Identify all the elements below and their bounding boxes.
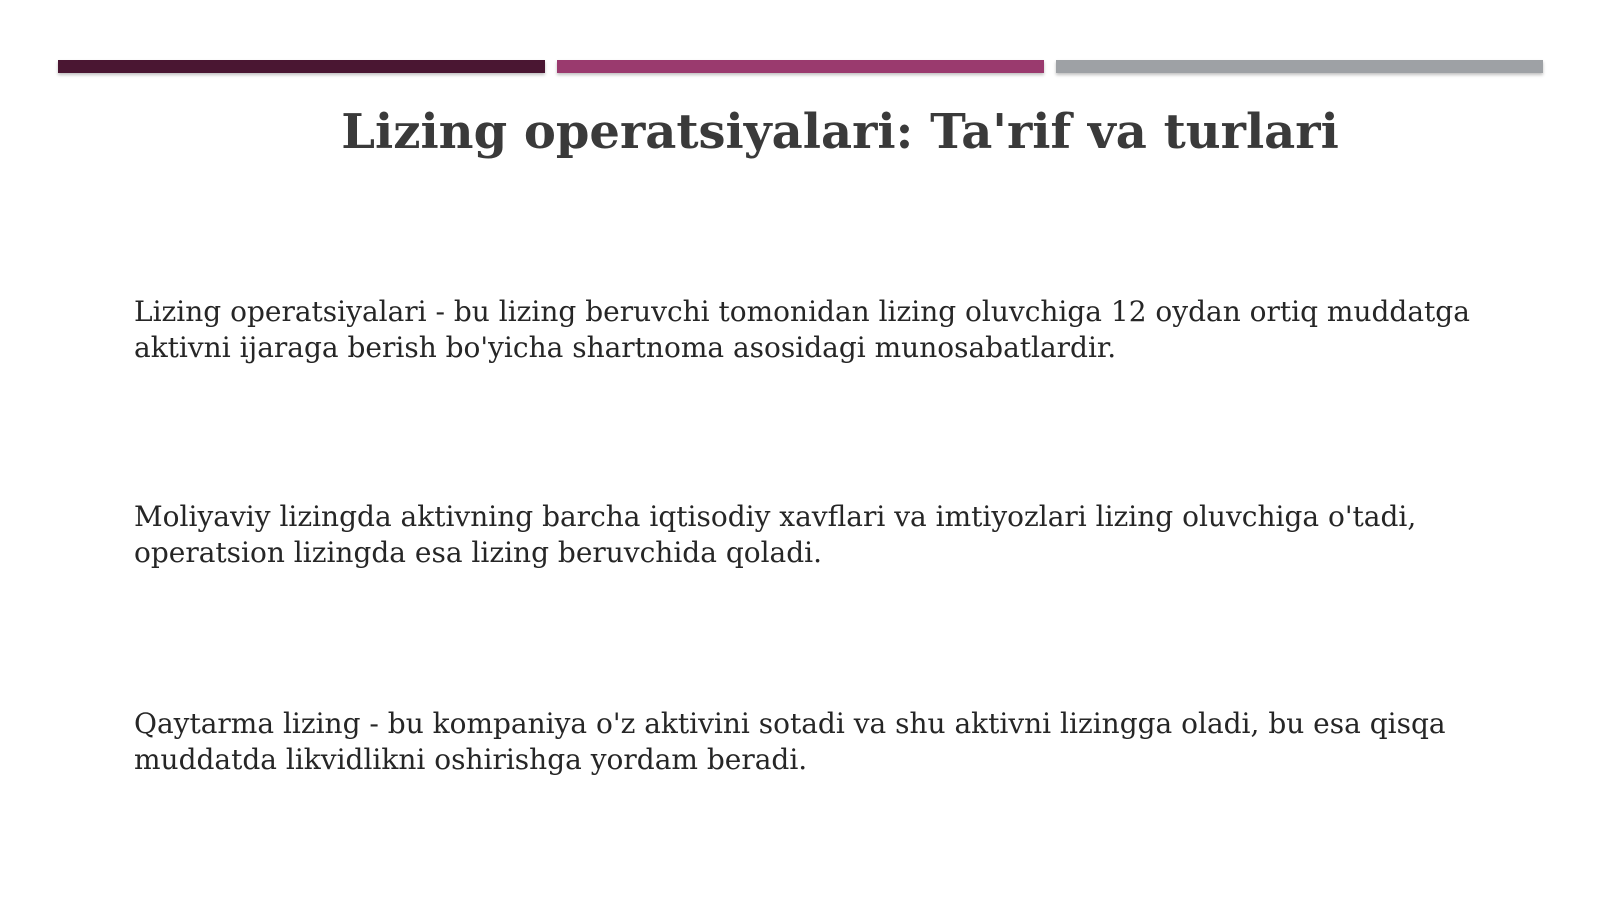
accent-bar-gray <box>1056 60 1543 73</box>
paragraph-sale-leaseback: Qaytarma lizing - bu kompaniya o'z aktivini sotadi va shu aktivni lizingga oladi, bu esa qisqa muddatda likvidlikni oshirishga yordam beradi. <box>134 707 1446 776</box>
paragraph-financial-vs-operating: Moliyaviy lizingda aktivning barcha iqtisodiy xavflari va imtiyozlari lizing oluvchiga o'tadi, operatsion lizingda esa lizing beruvchida qoladi. <box>134 500 1417 569</box>
paragraph-definition: Lizing operatsiyalari - bu lizing beruvchi tomonidan lizing oluvchiga 12 oydan ortiq muddatga aktivni ijaraga berish bo'yicha shartnoma asosidagi munosabatlardir. <box>134 295 1470 364</box>
slide-title: Lizing operatsiyalari: Ta'rif va turlari <box>341 104 1339 160</box>
accent-bar-dark-plum <box>58 60 545 73</box>
accent-bar-magenta <box>557 60 1044 73</box>
